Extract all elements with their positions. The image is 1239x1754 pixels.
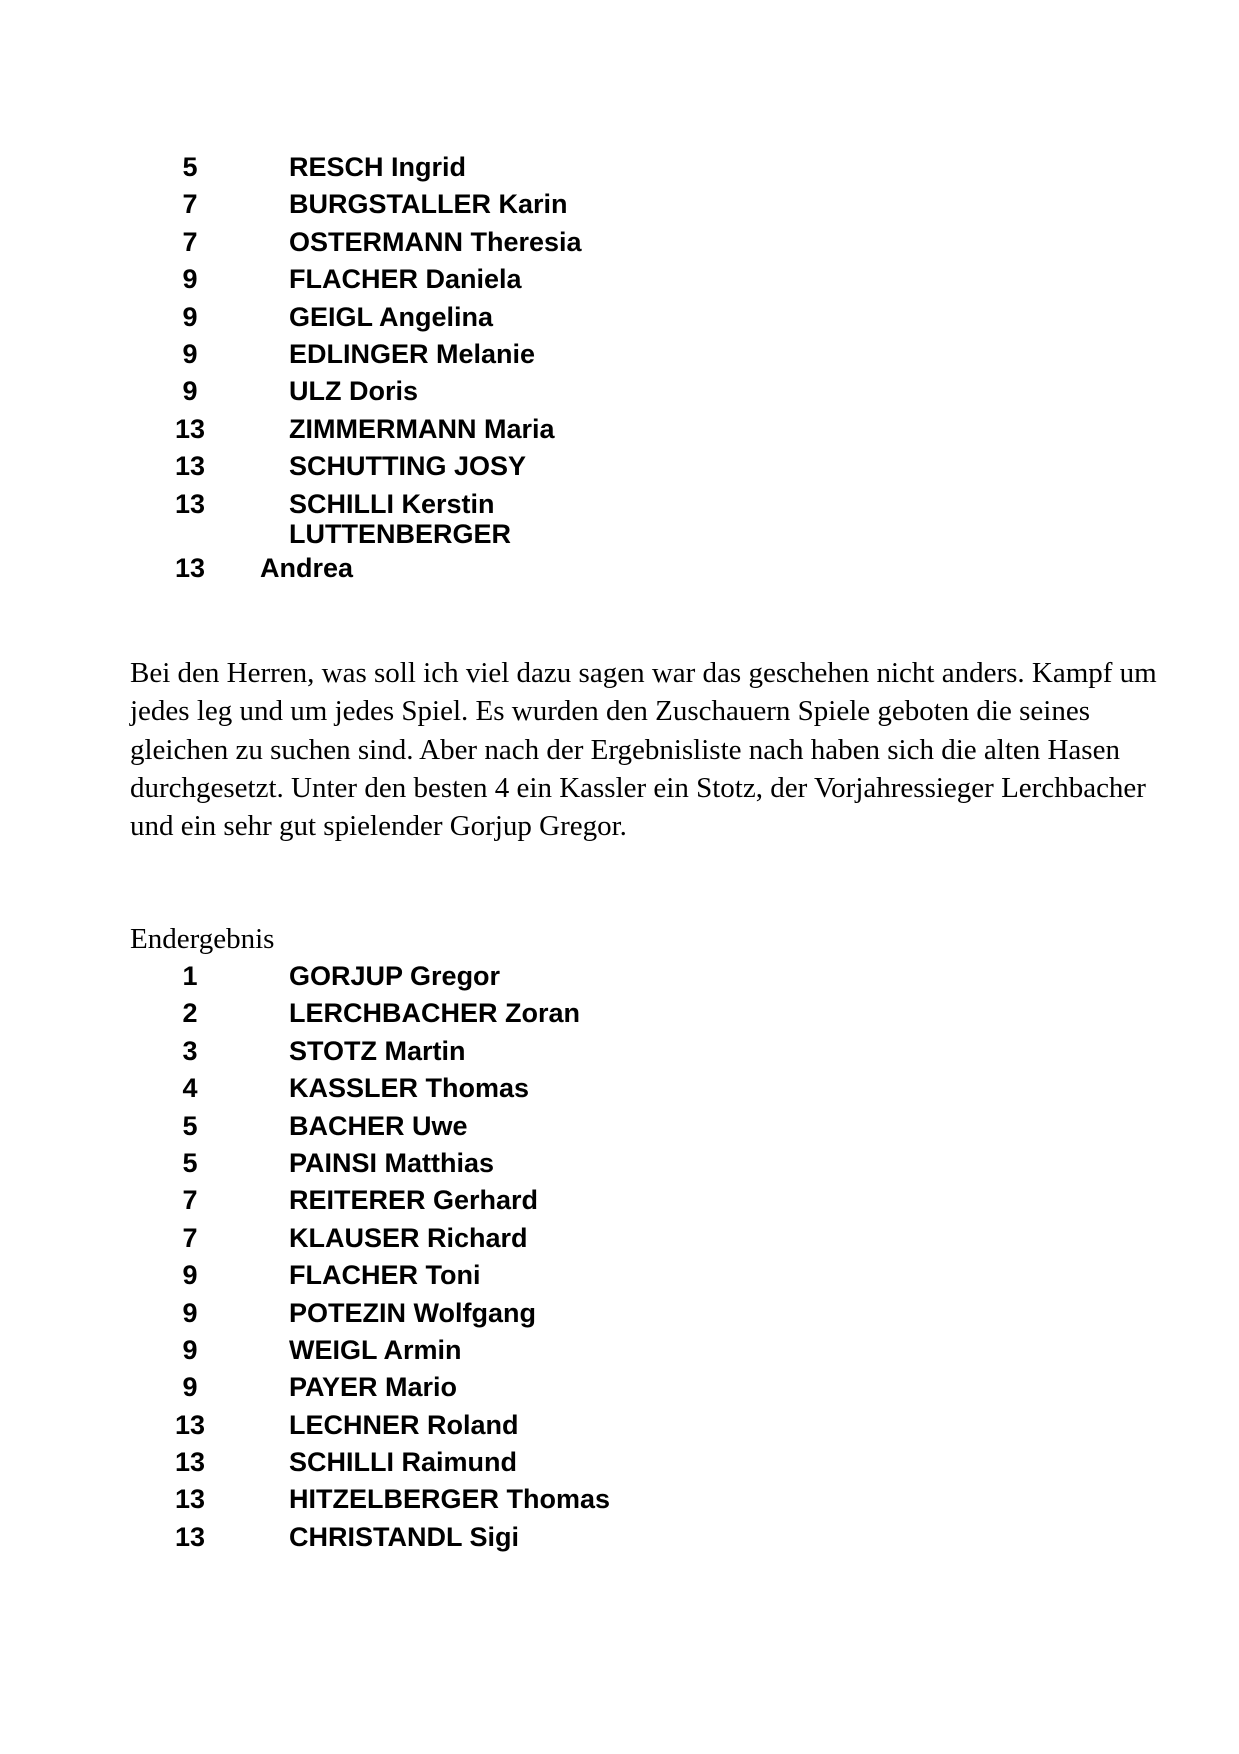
player-name: SCHILLI Kerstin bbox=[289, 488, 495, 519]
player-name: LECHNER Roland bbox=[289, 1409, 519, 1440]
rank: 13 bbox=[174, 1447, 206, 1478]
player-name: EDLINGER Melanie bbox=[289, 338, 536, 369]
player-name: CHRISTANDL Sigi bbox=[289, 1521, 520, 1552]
player-name: WEIGL Armin bbox=[289, 1334, 462, 1365]
rank: 9 bbox=[182, 1334, 198, 1365]
rank: 7 bbox=[182, 226, 198, 257]
rank: 1 bbox=[182, 961, 198, 991]
player-name: GORJUP Gregor bbox=[289, 961, 501, 991]
player-name: LERCHBACHER Zoran bbox=[289, 998, 581, 1029]
rank: 13 bbox=[174, 451, 206, 482]
player-name: BACHER Uwe bbox=[289, 1110, 468, 1141]
player-name: POTEZIN Wolfgang bbox=[289, 1297, 536, 1328]
report-paragraph: Bei den Herren, was soll ich viel dazu sagen war das geschehen nicht anders. Kampf um jedes leg und um jedes Spiel. Es wurden den Zuschauern Spiele geboten die seines gleichen zu suchen sind. Aber nach der Ergebnisliste nach haben sich die alten Hasen durchgesetzt. Unter den besten 4 ein Kassler ein Stotz, der Vorjahressieger Lerchbacher und ein sehr gut spielender Gorjup Gregor. bbox=[130, 657, 1157, 843]
wrapped-list-item bbox=[0, 517, 700, 587]
player-name: SCHILLI Raimund bbox=[289, 1447, 517, 1478]
rank: 5 bbox=[182, 152, 198, 182]
player-name: ULZ Doris bbox=[289, 376, 419, 407]
player-name: FLACHER Daniela bbox=[289, 264, 522, 295]
player-name: PAINSI Matthias bbox=[289, 1147, 495, 1178]
rank: 9 bbox=[182, 301, 198, 332]
player-name: FLACHER Toni bbox=[289, 1260, 481, 1291]
player-name: ZIMMERMANN Maria bbox=[289, 413, 555, 444]
player-name: BURGSTALLER Karin bbox=[289, 189, 568, 220]
rank: 9 bbox=[182, 1260, 198, 1291]
player-name: STOTZ Martin bbox=[289, 1035, 466, 1066]
rank: 9 bbox=[182, 1297, 198, 1328]
player-name-line2: Andrea bbox=[260, 553, 354, 583]
rank: 7 bbox=[182, 189, 198, 220]
rank: 9 bbox=[182, 338, 198, 369]
rank: 13 bbox=[174, 1409, 206, 1440]
player-name: REITERER Gerhard bbox=[289, 1185, 539, 1216]
section-heading: Endergebnis bbox=[130, 923, 275, 955]
rank: 13 bbox=[174, 553, 206, 583]
player-name: PAYER Mario bbox=[289, 1372, 458, 1403]
player-name: RESCH Ingrid bbox=[289, 152, 467, 182]
player-name-line1: LUTTENBERGER bbox=[289, 519, 511, 549]
rank: 13 bbox=[174, 1484, 206, 1515]
rank: 13 bbox=[174, 1521, 206, 1552]
player-name: OSTERMANN Theresia bbox=[289, 226, 582, 257]
player-name: GEIGL Angelina bbox=[289, 301, 494, 332]
rank: 13 bbox=[174, 488, 206, 519]
rank: 2 bbox=[182, 998, 198, 1029]
rank: 7 bbox=[182, 1222, 198, 1253]
player-name: KASSLER Thomas bbox=[289, 1073, 530, 1104]
player-name: KLAUSER Richard bbox=[289, 1222, 528, 1253]
player-name: SCHUTTING JOSY bbox=[289, 451, 527, 482]
rank: 9 bbox=[182, 1372, 198, 1403]
rank: 4 bbox=[182, 1073, 198, 1104]
rank: 9 bbox=[182, 376, 198, 407]
rank: 13 bbox=[174, 413, 206, 444]
rank: 9 bbox=[182, 264, 198, 295]
rank: 3 bbox=[182, 1035, 198, 1066]
rank: 5 bbox=[182, 1147, 198, 1178]
rank: 5 bbox=[182, 1110, 198, 1141]
player-name: HITZELBERGER Thomas bbox=[289, 1484, 611, 1515]
rank: 7 bbox=[182, 1185, 198, 1216]
